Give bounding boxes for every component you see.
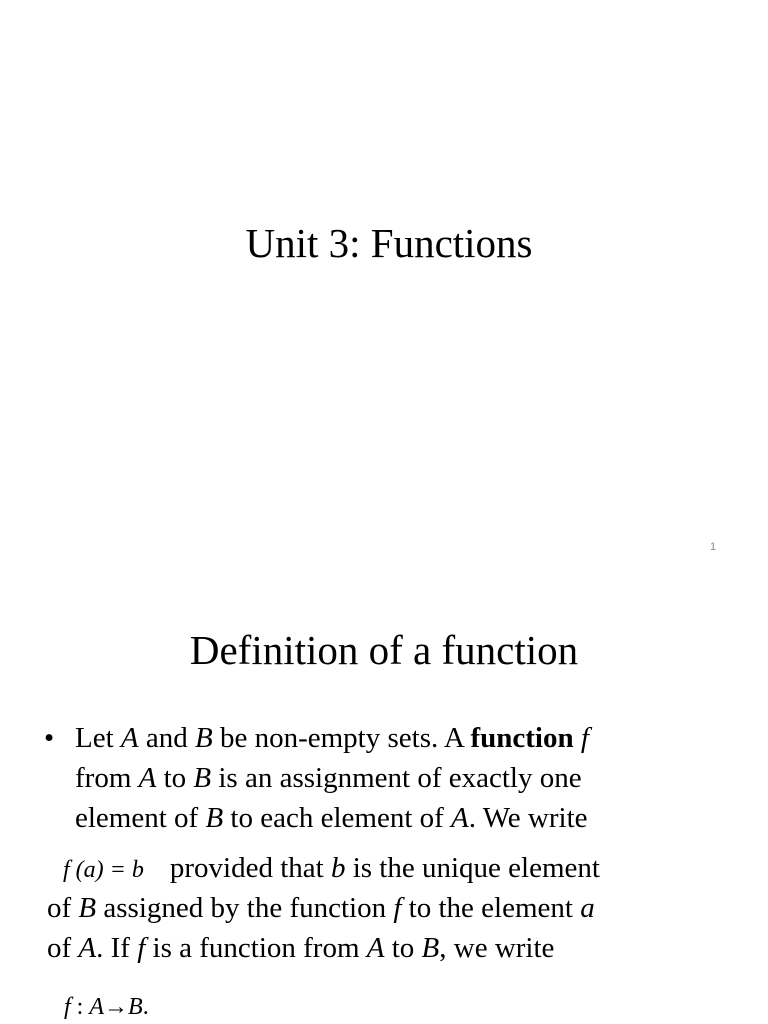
text: element of [75,802,206,834]
text: is an assignment of exactly one [211,762,582,794]
var-f: f [137,932,146,964]
bullet-line-2 [75,758,582,798]
text: to each element of [223,802,452,834]
var-f: f [580,722,589,754]
var-a-set: A [78,932,97,964]
text: to [384,932,422,964]
text: to the element [401,892,581,924]
text: of [47,932,79,964]
bullet-line-3 [75,798,588,838]
var-a-set: A [451,802,469,834]
inline-formula: f (a) = b [63,857,144,883]
var-b-set: B [193,762,212,794]
text: is the unique element [345,852,600,884]
var-a-set: A [89,994,105,1020]
var-a-set: A [366,932,385,964]
colon: : [70,994,90,1020]
paragraph-line-1 [47,848,600,890]
text: of [47,892,79,924]
text: and [138,722,195,754]
text: , we write [439,932,555,964]
text: be non-empty sets. A [212,722,471,754]
bullet-marker: • [44,722,55,754]
text: assigned by the function [96,892,394,924]
page-number: 1 [710,541,717,553]
var-b: b [330,852,346,884]
text: Let [75,722,121,754]
text: to [156,762,194,794]
text: . If [96,932,138,964]
var-f: f [393,892,402,924]
text: . We write [468,802,588,834]
var-b-set: B [78,892,97,924]
function-notation-formula [64,990,149,1024]
slide-1-title: Unit 3: Functions [245,220,533,266]
bullet-line-1 [75,718,589,758]
slide-2 [0,576,768,1024]
var-b-set: B [421,932,440,964]
var-a-set: A [120,722,139,754]
var-a-set: A [138,762,157,794]
arrow-icon: → [104,994,129,1020]
term-function: function [470,722,574,754]
var-f: f [64,994,71,1020]
period: . [142,994,149,1020]
var-a: a [580,892,595,924]
paragraph-line-2 [47,888,595,928]
slide-2-title: Definition of a function [189,627,579,673]
text: from [75,762,139,794]
paragraph-line-3 [47,928,554,968]
text: provided that [169,852,331,884]
var-b-set: B [205,802,224,834]
var-b-set: B [195,722,213,754]
text: is a function from [145,932,367,964]
var-b-set: B [128,994,143,1020]
